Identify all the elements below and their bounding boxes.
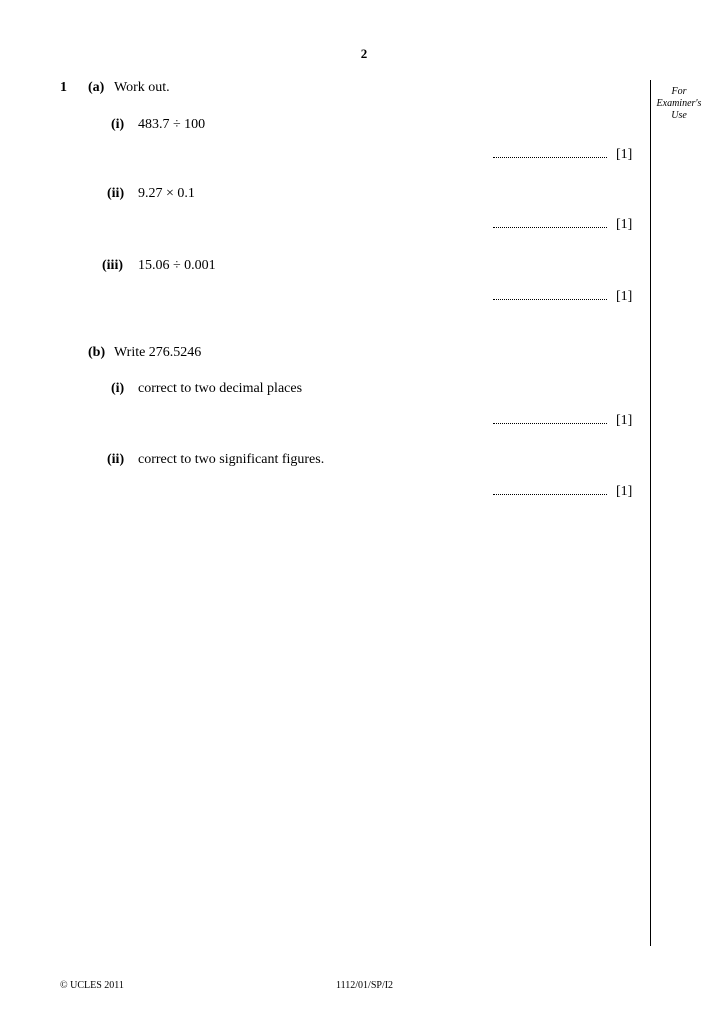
examiner-margin-rule — [650, 80, 651, 946]
part-a-item-text: 9.27 × 0.1 — [138, 186, 195, 201]
answer-line[interactable] — [493, 157, 607, 158]
mark-allocation: [1] — [616, 413, 633, 428]
part-a-label: (a) — [88, 80, 105, 95]
footer-paper-code: 1112/01/SP/I2 — [336, 980, 394, 991]
footer-copyright: © UCLES 2011 — [60, 980, 124, 991]
part-a-item-text: 15.06 ÷ 0.001 — [138, 258, 216, 273]
part-a-item-label: (ii) — [107, 186, 125, 201]
part-b-item-text: correct to two decimal places — [138, 381, 303, 396]
answer-line[interactable] — [493, 299, 607, 300]
part-a-text: Work out. — [114, 80, 170, 95]
mark-allocation: [1] — [616, 147, 633, 162]
page-number: 2 — [360, 46, 368, 61]
answer-line[interactable] — [493, 423, 607, 424]
mark-allocation: [1] — [616, 289, 633, 304]
answer-line[interactable] — [493, 227, 607, 228]
examiner-use-note: For Examiner's Use — [656, 86, 702, 121]
part-b-item-text: correct to two significant figures. — [138, 452, 325, 467]
mark-allocation: [1] — [616, 484, 633, 499]
part-a-item-text: 483.7 ÷ 100 — [138, 117, 206, 132]
part-b-item-label: (i) — [111, 381, 125, 396]
question-number: 1 — [60, 80, 67, 95]
mark-allocation: [1] — [616, 217, 633, 232]
part-a-item-label: (i) — [111, 117, 125, 132]
part-a-item-label: (iii) — [102, 258, 123, 273]
part-b-text: Write 276.5246 — [114, 345, 202, 360]
part-b-label: (b) — [88, 345, 106, 360]
answer-line[interactable] — [493, 494, 607, 495]
part-b-item-label: (ii) — [107, 452, 125, 467]
